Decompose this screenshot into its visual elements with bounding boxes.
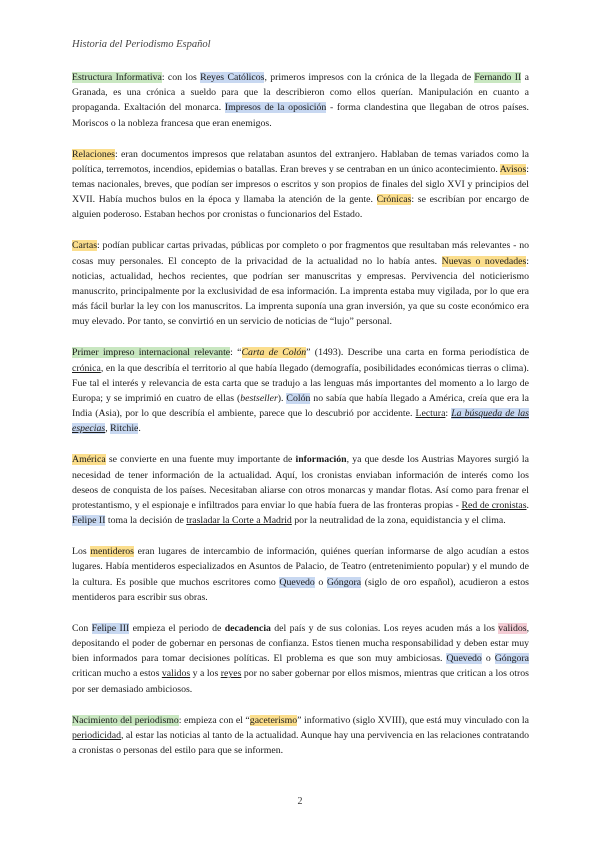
text-run: , depositando el poder de gobernar en personas de confianza. Estos tienen mucha responsabilidad y deben estar muy bien informados para tomar decisiones políticas. El problema es que son muy ambiciosas.	[72, 622, 530, 665]
highlighted-term: Felipe III	[91, 622, 130, 634]
text-run: : podían publicar cartas privadas, públicas por completo o por fragmentos que resultaban más relevantes - no cosas muy personales. El concepto de la privacidad de la actualidad no lo había antes.	[72, 240, 529, 267]
underlined-term: Lectura	[415, 408, 446, 420]
text-run: - forma clandestina que llegaban de otros países. Moriscos o la nobleza francesa que eran enemigos.	[72, 102, 529, 129]
highlighted-term: Góngora	[326, 576, 362, 588]
highlighted-term: Estructura Informativa	[72, 72, 162, 83]
highlighted-term: Fernando II	[474, 72, 522, 83]
text-run: : temas nacionales, breves, que podían ser impresos o escritos y son propios de finales del siglo XVI y principios del XVII. Había muchos bulos en la época y llamaba la atención de la gente.	[72, 163, 529, 206]
paragraph	[72, 452, 529, 528]
paragraph	[72, 621, 529, 697]
text-run: o	[481, 653, 495, 665]
text-run: : noticias, actualidad, hechos recientes, que podrían ser manuscritas y empresas. Pervivencia del noticierismo manuscrito, principalmente por la exclusividad de esa información. La imprenta estaba muy vigilada, por lo que era más fácil burlar la ley con los manuscritos. La imprenta suponía una gran inversión, ya que su coste económico era muy elevado. Por tanto, se convirtió en un servicio de noticias de “lujo” personal.	[72, 255, 530, 328]
highlighted-term: América	[72, 454, 106, 466]
document-body	[72, 70, 529, 774]
running-header: Historia del Periodismo Español	[72, 39, 211, 50]
text-run: ” informativo (siglo XVIII), que está muy vinculado con la	[297, 714, 530, 726]
bold-term: decadencia	[224, 622, 271, 634]
text-run: : eran documentos impresos que relataban asuntos del extranjero. Hablaban de temas variados como la política, terremotos, incendios, epidemias o batallas. Eran breves y se centraban en un único acontecimiento.	[72, 148, 529, 175]
text-run: por no saber gobernar por ellos mismos, mientras que critican a los otros por ser demasiado ambiciosos.	[72, 668, 529, 695]
highlighted-term: Quevedo	[446, 653, 482, 665]
paragraph	[72, 238, 529, 329]
italic-term: bestseller	[240, 393, 278, 405]
highlighted-term: validos	[498, 622, 527, 634]
text-run: eran lugares de intercambio de información, quiénes querían informarse de algo acudían a estos lugares. Había mentideros especializados en Asuntos de Palacio, de Teatro (entretenimiento popular) y el mundo de la cultura. Es posible que muchos escritores como	[72, 546, 529, 588]
text-run: ,	[105, 423, 111, 435]
underlined-term: trasladar la Corte a Madrid	[186, 515, 292, 527]
underlined-term: periodicidad	[72, 729, 121, 741]
text-run: : empieza con el “	[178, 714, 250, 726]
text-run: : con los	[161, 72, 201, 83]
highlighted-term: gaceterismo	[249, 714, 298, 726]
text-run: empieza el periodo de	[129, 622, 225, 634]
highlighted-term: Impresos de la oposición	[224, 102, 327, 114]
text-run: toma la decisión de	[105, 515, 187, 527]
text-run: Con	[72, 622, 92, 634]
text-run: critican mucho a estos	[72, 668, 162, 680]
highlighted-term: Nuevas o novedades	[441, 255, 527, 267]
highlighted-term: Cartas	[72, 240, 98, 252]
highlighted-term: Reyes Católicos	[200, 72, 265, 83]
text-run: , en la que describía el territorio al que había llegado (demografía, posibilidades económicas tierras o clima). Fue tal el interés y relevancia de esta carta que se tradujo a las lenguas más importantes del momento a lo largo de Europa; y se imprimió en cuatro de ellas (	[72, 362, 529, 405]
highlighted-term: Avisos	[499, 163, 527, 175]
text-run: ” (1493). Describe una carta en forma periodística de	[306, 347, 530, 359]
underlined-term: crónica	[72, 362, 101, 374]
underlined-term: Red de cronistas	[461, 500, 527, 512]
text-run: .	[526, 500, 529, 512]
highlighted-term: Colón	[286, 393, 311, 405]
text-run: por la neutralidad de la zona, equidistancia y el clima.	[291, 515, 506, 527]
bold-term: información	[295, 454, 347, 466]
text-run: (siglo de oro español), acudieron a estos mentideros para escribir sus obras.	[72, 576, 529, 603]
text-run: se convierte en una fuente muy importante de	[105, 454, 296, 466]
underlined-term: reyes	[220, 668, 242, 680]
text-run: , al estar las noticias al tanto de la actualidad. Aunque hay una pervivencia en las relaciones contratando a cronistas o personas del estilo para que se informen.	[72, 729, 529, 757]
text-run: : “	[230, 347, 242, 359]
paragraph	[72, 544, 529, 605]
text-run: no sabía que había llegado a América, creía que era la India (Asia), por lo que describía el ambiente, parece que lo descubrió por accidente.	[72, 393, 529, 420]
text-run: , primeros impresos con la crónica de la llegada de	[264, 72, 475, 83]
highlighted-term: Relaciones	[72, 148, 115, 160]
text-run: a Granada, es una crónica a sueldo para que la describieron como ellos querían. Manipulación en cuanto a propaganda. Exaltación del monarca.	[72, 72, 529, 114]
text-run: y a los	[190, 668, 221, 680]
text-run: :	[445, 408, 452, 420]
text-run: ).	[277, 393, 287, 405]
highlighted-term: Ritchie	[110, 423, 139, 435]
highlighted-term: Nacimiento del periodismo	[72, 714, 179, 726]
text-run: .	[138, 423, 141, 435]
paragraph	[72, 345, 529, 436]
text-run: , ya que desde los Austrias Mayores surgió la necesidad de tener información de la actualidad. Aquí, los cronistas enviaban información de interés como los deseos de conquista de los países. Necesitaban aliarse con otros monarcas y mandar flotas. Así como para frenar el protestantismo, y el espionaje e infiltrados para enviar lo que había fuera de las fronteras propias -	[72, 454, 530, 512]
highlighted-term: Crónicas	[376, 194, 412, 206]
paragraph	[72, 147, 529, 223]
text-run: Los	[72, 546, 91, 558]
underlined-term: validos	[161, 668, 191, 680]
highlighted-term: Góngora	[494, 653, 529, 665]
highlighted-term: Felipe II	[72, 515, 106, 527]
highlighted-term: La búsqueda de las especias	[72, 408, 529, 435]
text-run: del país y de sus colonias. Los reyes acuden más a los	[270, 622, 499, 634]
paragraph	[72, 70, 529, 131]
highlighted-term: Primer impreso internacional relevante	[72, 347, 231, 359]
highlighted-term: mentideros	[90, 546, 134, 558]
highlighted-term: Carta de Colón	[241, 347, 307, 359]
page-number: 2	[297, 796, 303, 807]
text-run: : se escribían por encargo de alguien poderoso. Estaban hechos por cronistas o funcionarios del Estado.	[72, 194, 530, 221]
text-run: o	[314, 576, 327, 588]
highlighted-term: Quevedo	[279, 576, 315, 588]
paragraph	[72, 713, 529, 759]
